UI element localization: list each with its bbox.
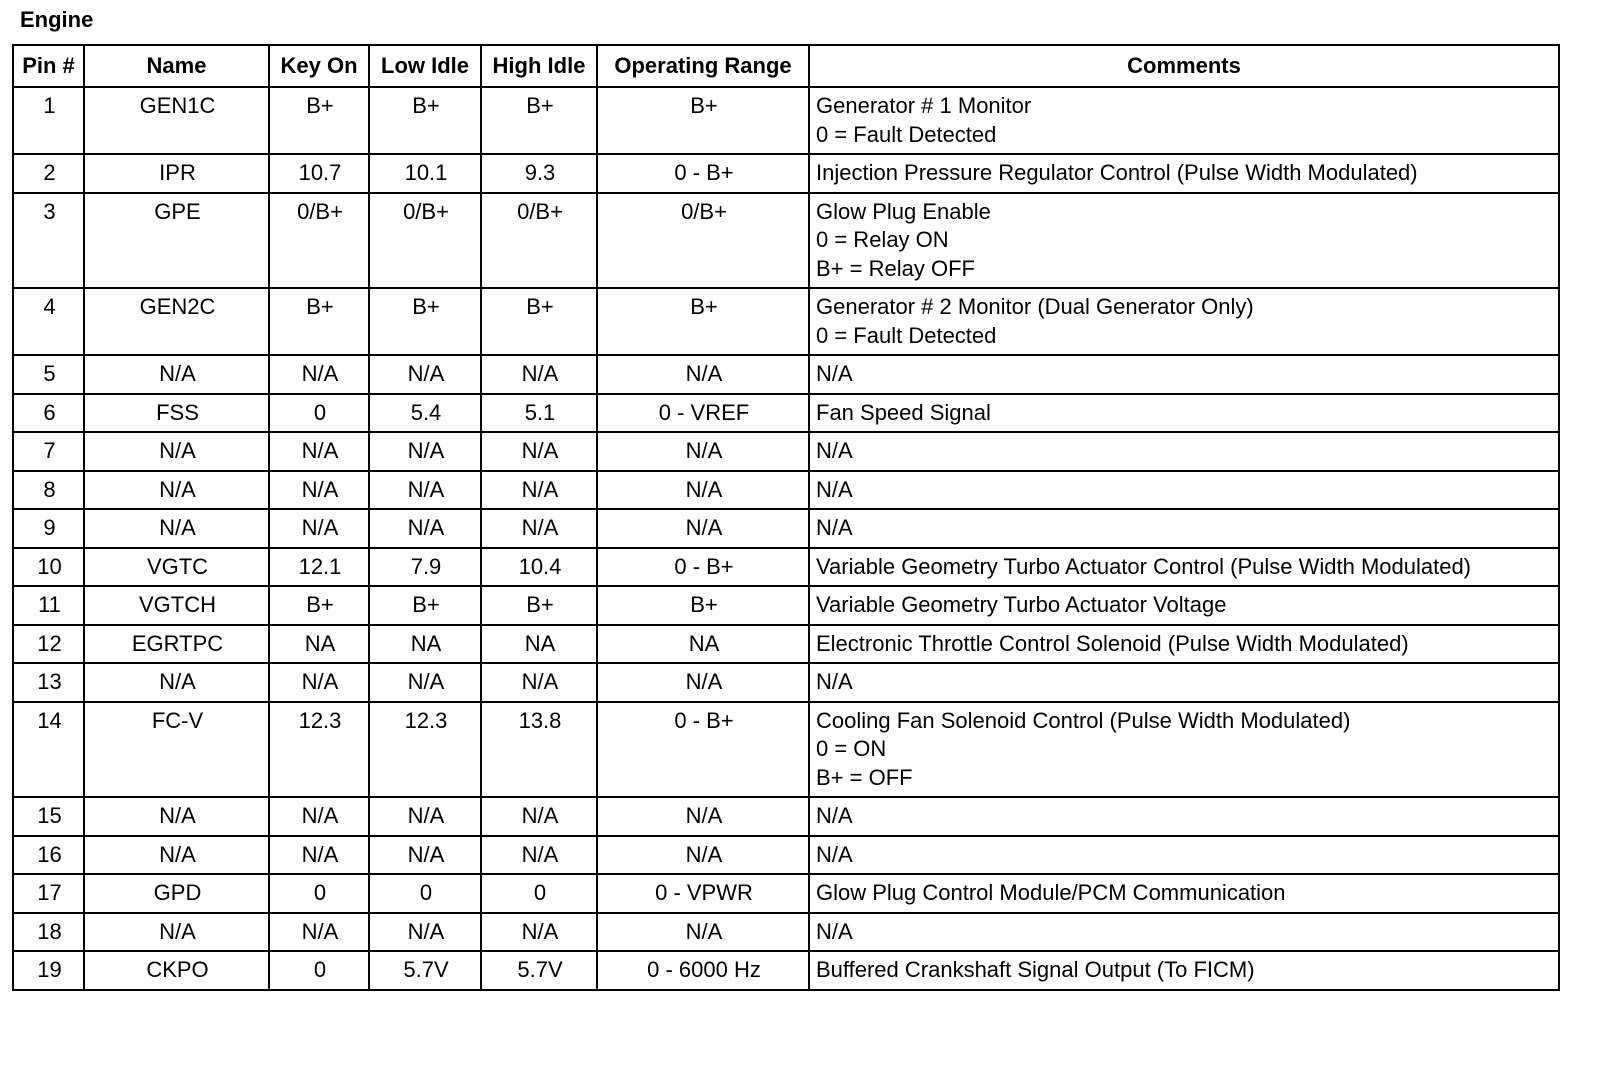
pin-cell: 10 — [13, 548, 84, 587]
high-idle-cell: B+ — [481, 87, 597, 154]
operating-range-cell: N/A — [597, 509, 809, 548]
operating-range-cell: 0 - 6000 Hz — [597, 951, 809, 990]
comment-line: N/A — [816, 669, 853, 694]
low-idle-cell: N/A — [369, 797, 481, 836]
table-row — [13, 702, 1559, 798]
operating-range-cell: 0 - B+ — [597, 702, 809, 798]
comment-line: Generator # 2 Monitor (Dual Generator Only) — [816, 294, 1254, 319]
operating-range-cell: 0 - B+ — [597, 548, 809, 587]
table-row — [13, 586, 1559, 625]
comments-cell — [809, 471, 1559, 510]
header-pin: Pin # — [13, 45, 84, 87]
high-idle-cell: 9.3 — [481, 154, 597, 193]
table-row — [13, 874, 1559, 913]
operating-range-cell: N/A — [597, 471, 809, 510]
high-idle-cell: 13.8 — [481, 702, 597, 798]
high-idle-cell: N/A — [481, 913, 597, 952]
operating-range-cell: NA — [597, 625, 809, 664]
comments-cell — [809, 586, 1559, 625]
comments-cell — [809, 355, 1559, 394]
name-cell: EGRTPC — [84, 625, 269, 664]
low-idle-cell: 12.3 — [369, 702, 481, 798]
table-row — [13, 288, 1559, 355]
comment-line: B+ = Relay OFF — [816, 255, 975, 281]
table-row — [13, 548, 1559, 587]
key-on-cell: B+ — [269, 288, 369, 355]
low-idle-cell: 5.4 — [369, 394, 481, 433]
low-idle-cell: B+ — [369, 586, 481, 625]
comments-cell — [809, 836, 1559, 875]
name-cell: N/A — [84, 797, 269, 836]
comments-cell — [809, 797, 1559, 836]
key-on-cell: 10.7 — [269, 154, 369, 193]
name-cell: GPE — [84, 193, 269, 289]
name-cell: IPR — [84, 154, 269, 193]
low-idle-cell: 7.9 — [369, 548, 481, 587]
pin-cell: 4 — [13, 288, 84, 355]
name-cell: GPD — [84, 874, 269, 913]
table-row — [13, 951, 1559, 990]
header-high-idle: High Idle — [481, 45, 597, 87]
table-row — [13, 663, 1559, 702]
comment-line: N/A — [816, 438, 853, 463]
key-on-cell: 12.3 — [269, 702, 369, 798]
low-idle-cell: 5.7V — [369, 951, 481, 990]
comment-line: N/A — [816, 918, 853, 944]
comment-line: 0 = Fault Detected — [816, 121, 997, 147]
comments-cell — [809, 702, 1559, 798]
name-cell: N/A — [84, 663, 269, 702]
comments-cell — [809, 394, 1559, 433]
name-cell: FC-V — [84, 702, 269, 798]
comment-line: N/A — [816, 476, 853, 502]
comment-line: 0 = Relay ON — [816, 227, 949, 252]
name-cell: N/A — [84, 913, 269, 952]
high-idle-cell: 5.7V — [481, 951, 597, 990]
comment-line: B+ = OFF — [816, 764, 913, 790]
header-operating-range: Operating Range — [597, 45, 809, 87]
key-on-cell: 0 — [269, 394, 369, 433]
operating-range-cell: N/A — [597, 797, 809, 836]
name-cell: GEN2C — [84, 288, 269, 355]
comments-cell — [809, 874, 1559, 913]
low-idle-cell: N/A — [369, 836, 481, 875]
name-cell: N/A — [84, 355, 269, 394]
low-idle-cell: 10.1 — [369, 154, 481, 193]
table-header-row — [13, 45, 1559, 87]
pin-cell: 7 — [13, 432, 84, 471]
name-cell: GEN1C — [84, 87, 269, 154]
pin-cell: 3 — [13, 193, 84, 289]
low-idle-cell: N/A — [369, 913, 481, 952]
comment-line: 0 = ON — [816, 736, 887, 761]
comment-line: Electronic Throttle Control Solenoid (Pulse Width Modulated) — [816, 630, 1409, 656]
table-row — [13, 625, 1559, 664]
high-idle-cell: 5.1 — [481, 394, 597, 433]
table-row — [13, 87, 1559, 154]
operating-range-cell: 0/B+ — [597, 193, 809, 289]
key-on-cell: 12.1 — [269, 548, 369, 587]
comments-cell — [809, 154, 1559, 193]
high-idle-cell: N/A — [481, 797, 597, 836]
pin-cell: 5 — [13, 355, 84, 394]
comments-cell — [809, 548, 1559, 587]
pin-cell: 1 — [13, 87, 84, 154]
table-row — [13, 836, 1559, 875]
key-on-cell: N/A — [269, 836, 369, 875]
key-on-cell: N/A — [269, 355, 369, 394]
key-on-cell: 0/B+ — [269, 193, 369, 289]
name-cell: CKPO — [84, 951, 269, 990]
high-idle-cell: B+ — [481, 586, 597, 625]
operating-range-cell: N/A — [597, 432, 809, 471]
comment-line: Buffered Crankshaft Signal Output (To FICM) — [816, 957, 1255, 982]
comment-line: N/A — [816, 361, 853, 386]
low-idle-cell: 0 — [369, 874, 481, 913]
name-cell: FSS — [84, 394, 269, 433]
high-idle-cell: NA — [481, 625, 597, 664]
name-cell: N/A — [84, 509, 269, 548]
table-row — [13, 355, 1559, 394]
comment-line: N/A — [816, 841, 853, 867]
section-title: Engine — [20, 7, 94, 32]
key-on-cell: 0 — [269, 951, 369, 990]
table-row — [13, 193, 1559, 289]
comments-cell — [809, 509, 1559, 548]
comment-line: N/A — [816, 803, 853, 828]
name-cell: N/A — [84, 432, 269, 471]
key-on-cell: B+ — [269, 586, 369, 625]
pin-cell: 8 — [13, 471, 84, 510]
operating-range-cell: N/A — [597, 355, 809, 394]
pin-cell: 15 — [13, 797, 84, 836]
pin-table — [12, 44, 1560, 991]
key-on-cell: B+ — [269, 87, 369, 154]
key-on-cell: NA — [269, 625, 369, 664]
pin-cell: 14 — [13, 702, 84, 798]
pin-cell: 9 — [13, 509, 84, 548]
comments-cell — [809, 193, 1559, 289]
table-row — [13, 797, 1559, 836]
pin-cell: 18 — [13, 913, 84, 952]
low-idle-cell: N/A — [369, 509, 481, 548]
key-on-cell: N/A — [269, 432, 369, 471]
key-on-cell: 0 — [269, 874, 369, 913]
comment-line: 0 = Fault Detected — [816, 322, 997, 348]
low-idle-cell: NA — [369, 625, 481, 664]
comments-cell — [809, 951, 1559, 990]
table-row — [13, 154, 1559, 193]
table-row — [13, 471, 1559, 510]
table-row — [13, 432, 1559, 471]
low-idle-cell: N/A — [369, 432, 481, 471]
low-idle-cell: B+ — [369, 87, 481, 154]
header-comments: Comments — [809, 45, 1559, 87]
high-idle-cell: N/A — [481, 663, 597, 702]
comment-line: Generator # 1 Monitor — [816, 93, 1032, 118]
high-idle-cell: N/A — [481, 355, 597, 394]
operating-range-cell: B+ — [597, 87, 809, 154]
key-on-cell: N/A — [269, 509, 369, 548]
low-idle-cell: N/A — [369, 663, 481, 702]
key-on-cell: N/A — [269, 913, 369, 952]
high-idle-cell: 0 — [481, 874, 597, 913]
comments-cell — [809, 663, 1559, 702]
high-idle-cell: 0/B+ — [481, 193, 597, 289]
comment-line: N/A — [816, 515, 853, 540]
name-cell: N/A — [84, 836, 269, 875]
operating-range-cell: N/A — [597, 836, 809, 875]
key-on-cell: N/A — [269, 663, 369, 702]
low-idle-cell: N/A — [369, 471, 481, 510]
operating-range-cell: 0 - VPWR — [597, 874, 809, 913]
key-on-cell: N/A — [269, 797, 369, 836]
pin-cell: 16 — [13, 836, 84, 875]
comment-line: Variable Geometry Turbo Actuator Voltage — [816, 592, 1227, 617]
name-cell: VGTC — [84, 548, 269, 587]
pin-cell: 17 — [13, 874, 84, 913]
high-idle-cell: N/A — [481, 432, 597, 471]
table-row — [13, 913, 1559, 952]
header-low-idle: Low Idle — [369, 45, 481, 87]
comments-cell — [809, 87, 1559, 154]
operating-range-cell: N/A — [597, 663, 809, 702]
table-row — [13, 394, 1559, 433]
key-on-cell: N/A — [269, 471, 369, 510]
name-cell: VGTCH — [84, 586, 269, 625]
comments-cell — [809, 432, 1559, 471]
pin-cell: 12 — [13, 625, 84, 664]
comments-cell — [809, 288, 1559, 355]
comments-cell — [809, 625, 1559, 664]
comment-line: Injection Pressure Regulator Control (Pulse Width Modulated) — [816, 160, 1418, 185]
pin-cell: 6 — [13, 394, 84, 433]
high-idle-cell: 10.4 — [481, 548, 597, 587]
header-name: Name — [84, 45, 269, 87]
low-idle-cell: 0/B+ — [369, 193, 481, 289]
high-idle-cell: B+ — [481, 288, 597, 355]
name-cell: N/A — [84, 471, 269, 510]
high-idle-cell: N/A — [481, 471, 597, 510]
high-idle-cell: N/A — [481, 836, 597, 875]
operating-range-cell: N/A — [597, 913, 809, 952]
high-idle-cell: N/A — [481, 509, 597, 548]
comment-line: Fan Speed Signal — [816, 399, 991, 425]
pin-cell: 11 — [13, 586, 84, 625]
operating-range-cell: B+ — [597, 288, 809, 355]
pin-cell: 2 — [13, 154, 84, 193]
operating-range-cell: 0 - B+ — [597, 154, 809, 193]
comment-line: Cooling Fan Solenoid Control (Pulse Width Modulated) — [816, 707, 1351, 733]
operating-range-cell: 0 - VREF — [597, 394, 809, 433]
comment-line: Variable Geometry Turbo Actuator Control (Pulse Width Modulated) — [816, 553, 1472, 579]
pin-cell: 13 — [13, 663, 84, 702]
pin-cell: 19 — [13, 951, 84, 990]
low-idle-cell: N/A — [369, 355, 481, 394]
low-idle-cell: B+ — [369, 288, 481, 355]
operating-range-cell: B+ — [597, 586, 809, 625]
table-row — [13, 509, 1559, 548]
comment-line: Glow Plug Control Module/PCM Communication — [816, 880, 1286, 905]
comment-line: Glow Plug Enable — [816, 198, 991, 224]
comments-cell — [809, 913, 1559, 952]
header-key-on: Key On — [269, 45, 369, 87]
table-body — [13, 87, 1559, 990]
